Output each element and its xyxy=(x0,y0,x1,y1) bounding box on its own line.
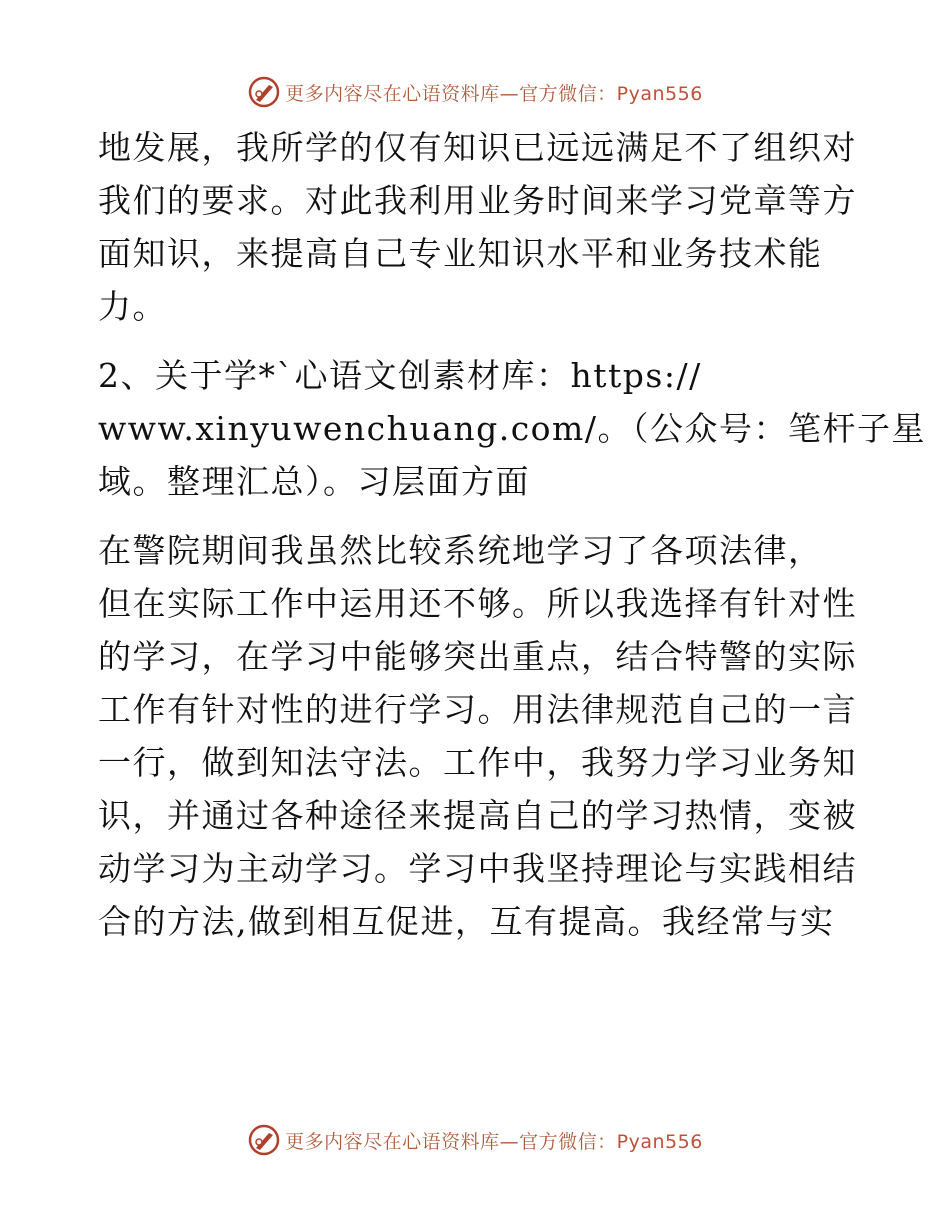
text-line: 的学习，在学习中能够突出重点，结合特警的实际 xyxy=(98,637,857,676)
paragraph-1 xyxy=(98,121,858,333)
text-line: www.xinyuwenchuang.com/。（公众号：笔杆子星 xyxy=(98,409,926,448)
text-line: 在警院期间我虽然比较系统地学习了各项法律， xyxy=(98,531,823,570)
text-line: 2、关于学*`心语文创素材库：https:// xyxy=(98,356,702,395)
header-banner-text: 更多内容尽在心语资料库—官方微信：Pyan556 xyxy=(285,82,703,105)
text-line: 合的方法,做到相互促进，互有提高。我经常与实 xyxy=(98,902,835,941)
paragraph-2 xyxy=(98,349,926,508)
text-line: 面知识，来提高自己专业知识水平和业务技术能 xyxy=(98,234,823,273)
footer-wechat-handle: Pyan556 xyxy=(616,1130,703,1153)
footer-banner-text: 更多内容尽在心语资料库—官方微信：Pyan556 xyxy=(285,1130,703,1153)
header-wechat-handle: Pyan556 xyxy=(616,82,703,105)
header-banner xyxy=(0,72,950,112)
text-line: 一行，做到知法守法。工作中，我努力学习业务知 xyxy=(98,743,857,782)
text-line: 力。 xyxy=(98,287,167,326)
footer-banner xyxy=(0,1120,950,1160)
paragraph-3 xyxy=(98,524,858,948)
text-line: 动学习为主动学习。学习中我坚持理论与实践相结 xyxy=(98,849,857,888)
document-body xyxy=(98,121,926,948)
text-line: 域。整理汇总）。习层面方面 xyxy=(98,462,530,501)
text-line: 地发展，我所学的仅有知识已远远满足不了组织对 xyxy=(98,128,857,167)
quill-logo-icon xyxy=(247,1123,281,1157)
text-line: 工作有针对性的进行学习。用法律规范自己的一言 xyxy=(98,690,857,729)
text-line: 但在实际工作中运用还不够。所以我选择有针对性 xyxy=(98,584,857,623)
text-line: 我们的要求。对此我利用业务时间来学习党章等方 xyxy=(98,181,857,220)
text-line: 识，并通过各种途径来提高自己的学习热情，变被 xyxy=(98,796,857,835)
quill-logo-icon xyxy=(247,75,281,109)
